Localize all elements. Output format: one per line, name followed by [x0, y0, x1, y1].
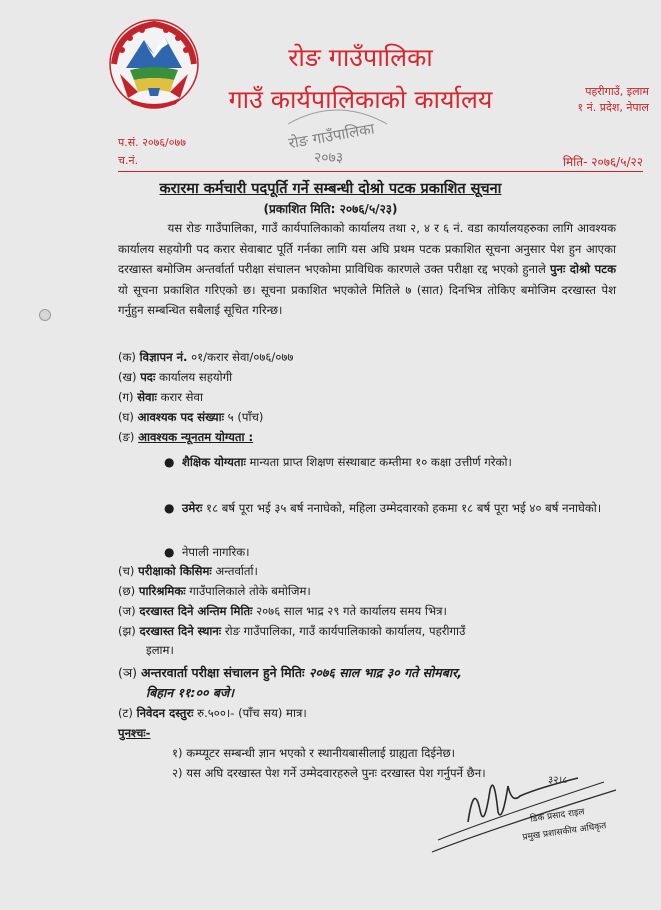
notice-body: यस रोङ गाउँपालिका, गाउँ कार्यपालिकाको कार्यालय तथा २, ४ र ६ नं. वडा कार्यालयहरुका लागि आवश्यक कार्यालय सहयोगी पद करार सेवाबाट पूर्ति गर्नका लागि यस अघि प्रथम पटक प्रकाशित सूचना अनुसार पेश हुन आएका दरखास्त बमोजिम अन्तर्वार्ता परीक्षा संचालन भएकोमा प्राविधिक कारणले उक्त परीक्षा रद्द भएको हुनाले पुनः दोश्रो पटक यो सूचना प्रकाशित गरिएको छ। सूचना प्रकाशित भएकोले मितिले ७ (सात) दिनभित्र तोकिए बमोजिम दरखास्त पेश गर्नुहुन सम्बन्धित सबैलाई सूचित गरिन्छ। — [118, 221, 616, 317]
item-gh: (घ) आवश्यक पद संख्याः ५ (पाँच) — [118, 410, 264, 424]
notice-title: करारमा कर्मचारी पदपूर्ति गर्ने सम्बन्धी दोश्रो पटक प्रकाशित सूचना — [159, 181, 502, 197]
item-j: (ज) दरखास्त दिने अन्तिम मितिः २०७६ साल भाद्र २९ गते कार्यालय समय भित्र। — [118, 604, 447, 618]
punch-hole — [38, 308, 52, 322]
item-ch: (च) परीक्षाको किसिमः अन्तर्वार्ता। — [118, 564, 258, 578]
item-g: (ग) सेवाः करार सेवा — [118, 390, 203, 404]
qualification-citizen: ● नेपाली नागरिक। — [182, 542, 622, 562]
signatory-title: प्रमुख प्रशासकीय अधिकृत — [521, 821, 607, 843]
reference-cn: च.नं. — [118, 154, 139, 167]
published-date: (प्रकाशित मिति: २०७६/५/२३) — [263, 202, 398, 216]
item-ng: (ङ) आवश्यक न्यूनतम योग्यता : — [118, 430, 254, 444]
office-name: गाउँ कार्यपालिकाको कार्यालय — [228, 85, 493, 114]
address-line-1: पहरीगाउँ, इलाम — [585, 85, 649, 98]
signatory-name: डिक प्रसाद राइल — [529, 807, 586, 825]
letter-date: मिति- २०७६/५/२२ — [562, 155, 643, 169]
item-jh: (झ) दरखास्त दिने स्थानः रोङ गाउँपालिका, गाउँ कार्यपालिकाको कार्यालय, पहरीगाउँ — [118, 624, 466, 638]
qualification-education: ● शैक्षिक योग्यताः मान्यता प्राप्त शिक्षण संस्थाबाट कम्तीमा १० कक्षा उत्तीर्ण गरेको। — [182, 452, 622, 472]
item-kh: (ख) पदः कार्यालय सहयोगी — [118, 370, 233, 384]
office-stamp — [280, 102, 395, 168]
postscript-1: १) कम्प्यूटर सम्बन्धी ज्ञान भएको र स्थानीयबासीलाई ग्राह्यता दिईनेछ। — [172, 746, 456, 760]
address-line-2: १ नं. प्रदेश, नेपाल — [577, 101, 649, 114]
bullet-icon: ● — [164, 455, 175, 469]
signature-number: ३२।८ — [548, 775, 568, 786]
stamp-year: २०७३ — [314, 150, 344, 166]
reference-ps: प.सं. २०७६/०७७ — [118, 136, 186, 149]
item-nya-cont: बिहान ११:०० बजे। — [146, 685, 235, 700]
signature-icon — [428, 760, 618, 860]
item-nya: (ञ) अन्तरवार्ता परीक्षा संचालन हुने मितिः २०७६ साल भाद्र ३० गते सोमबार, — [118, 665, 462, 680]
postscript-2: २) यस अघि दरखास्त पेश गर्ने उम्मेदवारहरुले पुनः दरखास्त पेश गर्नुपर्ने छैन। — [172, 766, 486, 780]
bullet-icon: ● — [164, 545, 175, 559]
item-t: (ट) निवेदन दस्तुरः रु.५००।- (पाँच सय) मात्र। — [118, 706, 307, 720]
bullet-icon: ● — [164, 501, 175, 515]
header-divider — [118, 171, 643, 172]
postscript-title: पुनश्चः- — [118, 726, 151, 740]
item-jh-cont: इलाम। — [146, 643, 174, 657]
org-name: रोङ गाउँपालिका — [288, 43, 433, 72]
qualification-age: ● उमेरः १८ बर्ष पूरा भई ३५ बर्ष ननाघेको, महिला उम्मेदवारको हकमा १८ बर्ष पूरा भई ४० बर्ष ननाघेको। — [182, 498, 622, 518]
item-chh: (छ) पारिश्रमिकः गाउँपालिकाले तोके बमोजिम। — [118, 584, 311, 598]
stamp-text: रोङ गाउँपालिका — [287, 119, 376, 153]
item-k: (क) विज्ञापन नं. ०१/करार सेवा/०७६/०७७ — [118, 350, 294, 364]
